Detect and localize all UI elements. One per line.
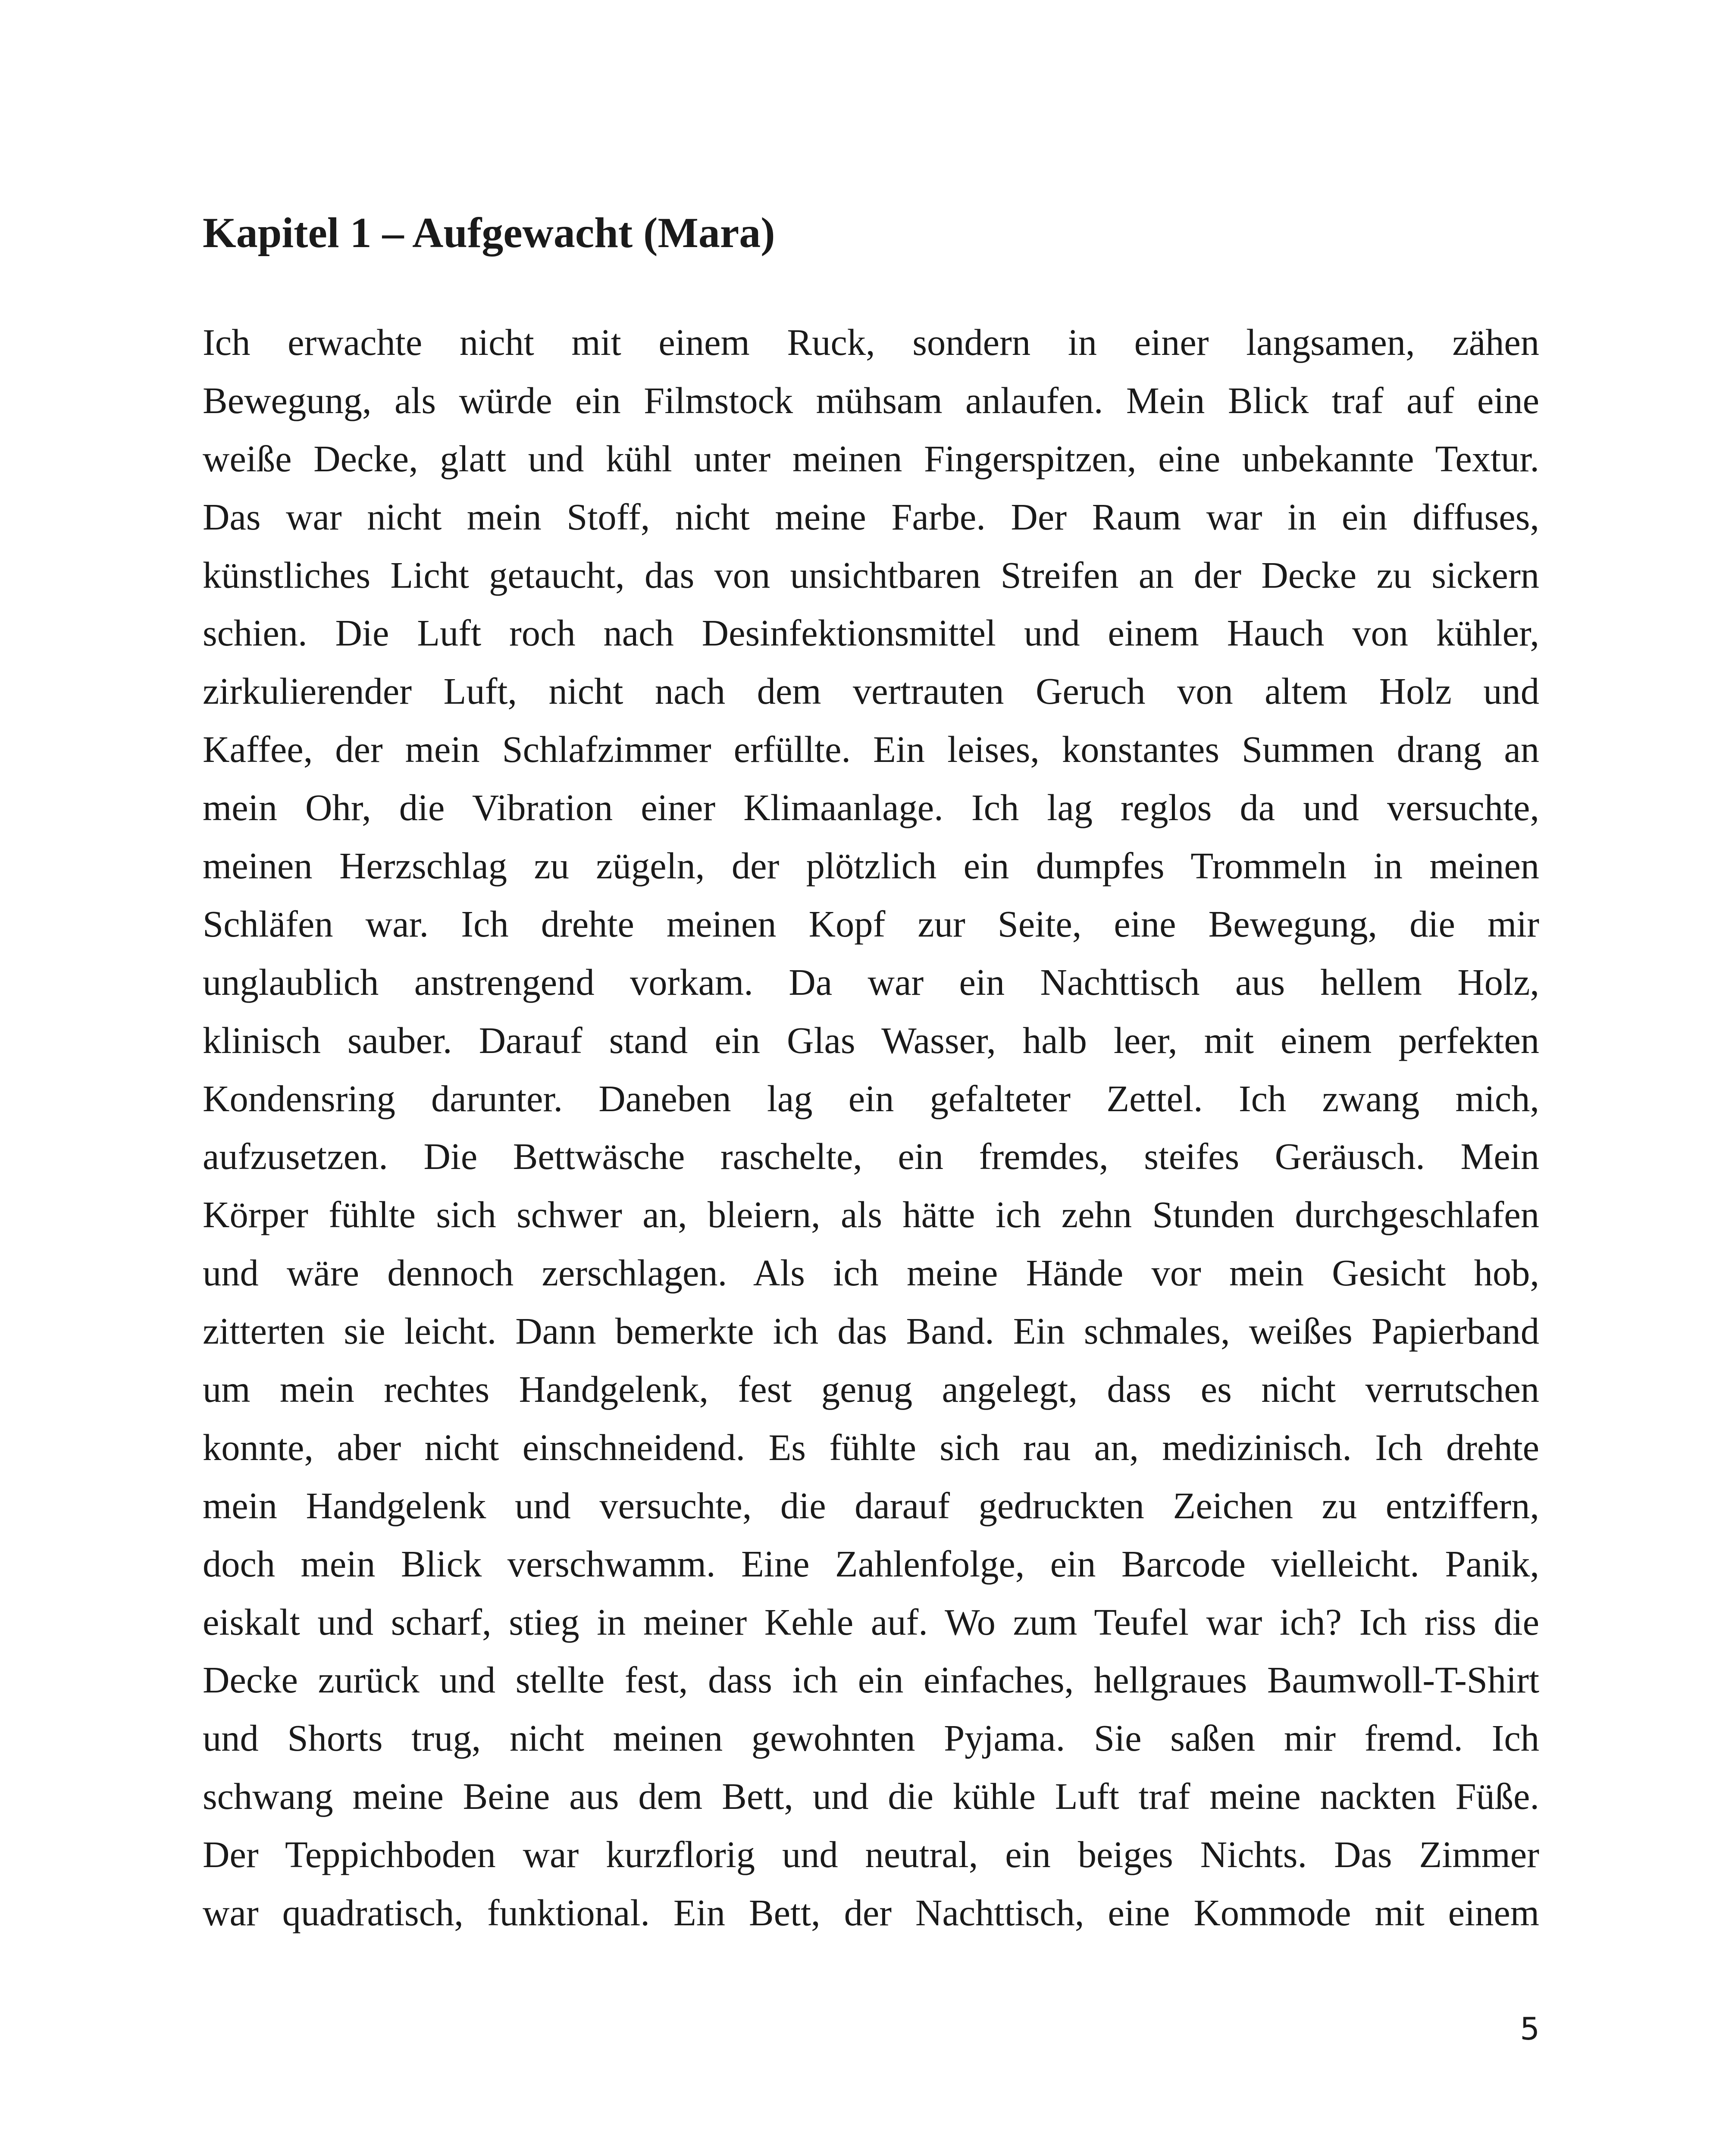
text-line: und Shorts trug, nicht meinen gewohnten Pyjama. Sie saßen mir fremd. Ich — [203, 1717, 1539, 1759]
text-line: künstliches Licht getaucht, das von unsichtbaren Streifen an der Decke zu sickern — [203, 554, 1539, 596]
text-line: Bewegung, als würde ein Filmstock mühsam anlaufen. Mein Blick traf auf eine — [203, 379, 1539, 421]
text-line: Kondensring darunter. Daneben lag ein gefalteter Zettel. Ich zwang mich, — [203, 1078, 1539, 1119]
text-line: und wäre dennoch zerschlagen. Als ich meine Hände vor mein Gesicht hob, — [203, 1252, 1539, 1294]
text-line: war quadratisch, funktional. Ein Bett, der Nachttisch, eine Kommode mit einem — [203, 1892, 1539, 1934]
text-line: Decke zurück und stellte fest, dass ich ein einfaches, hellgraues Baumwoll-T-Shirt — [203, 1659, 1539, 1701]
body-text — [203, 313, 1539, 1942]
text-line: um mein rechtes Handgelenk, fest genug angelegt, dass es nicht verrutschen — [203, 1369, 1539, 1410]
text-line: mein Ohr, die Vibration einer Klimaanlage. Ich lag reglos da und versuchte, — [203, 787, 1539, 829]
text-line: Das war nicht mein Stoff, nicht meine Farbe. Der Raum war in ein diffuses, — [203, 496, 1539, 538]
text-line: klinisch sauber. Darauf stand ein Glas Wasser, halb leer, mit einem perfekten — [203, 1019, 1539, 1061]
text-line: Kaffee, der mein Schlafzimmer erfüllte. Ein leises, konstantes Summen drang an — [203, 729, 1539, 771]
text-line: meinen Herzschlag zu zügeln, der plötzlich ein dumpfes Trommeln in meinen — [203, 845, 1539, 887]
text-line: Ich erwachte nicht mit einem Ruck, sondern in einer langsamen, zähen — [203, 322, 1539, 363]
text-line: konnte, aber nicht einschneidend. Es fühlte sich rau an, medizinisch. Ich drehte — [203, 1426, 1539, 1468]
text-line: eiskalt und scharf, stieg in meiner Kehle auf. Wo zum Teufel war ich? Ich riss die — [203, 1601, 1539, 1643]
text-line: doch mein Blick verschwamm. Eine Zahlenfolge, ein Barcode vielleicht. Panik, — [203, 1543, 1539, 1585]
text-line: schien. Die Luft roch nach Desinfektionsmittel und einem Hauch von kühler, — [203, 612, 1539, 654]
chapter-title: Kapitel 1 – Aufgewacht (Mara) — [203, 209, 775, 257]
text-line: Körper fühlte sich schwer an, bleiern, als hätte ich zehn Stunden durchgeschlafen — [203, 1194, 1539, 1236]
text-line: Schläfen war. Ich drehte meinen Kopf zur Seite, eine Bewegung, die mir — [203, 903, 1539, 945]
text-line: unglaublich anstrengend vorkam. Da war ein Nachttisch aus hellem Holz, — [203, 961, 1539, 1003]
text-line: schwang meine Beine aus dem Bett, und die kühle Luft traf meine nackten Füße. — [203, 1776, 1539, 1818]
page-number: 5 — [1520, 2011, 1540, 2047]
text-line: zirkulierender Luft, nicht nach dem vertrauten Geruch von altem Holz und — [203, 671, 1539, 712]
text-line: weiße Decke, glatt und kühl unter meinen Fingerspitzen, eine unbekannte Textur. — [203, 438, 1539, 479]
text-line: Der Teppichboden war kurzflorig und neutral, ein beiges Nichts. Das Zimmer — [203, 1834, 1539, 1876]
text-line: mein Handgelenk und versuchte, die darauf gedruckten Zeichen zu entziffern, — [203, 1485, 1539, 1526]
text-line: zitterten sie leicht. Dann bemerkte ich das Band. Ein schmales, weißes Papierband — [203, 1310, 1539, 1352]
text-line: aufzusetzen. Die Bettwäsche raschelte, ein fremdes, steifes Geräusch. Mein — [203, 1136, 1539, 1178]
